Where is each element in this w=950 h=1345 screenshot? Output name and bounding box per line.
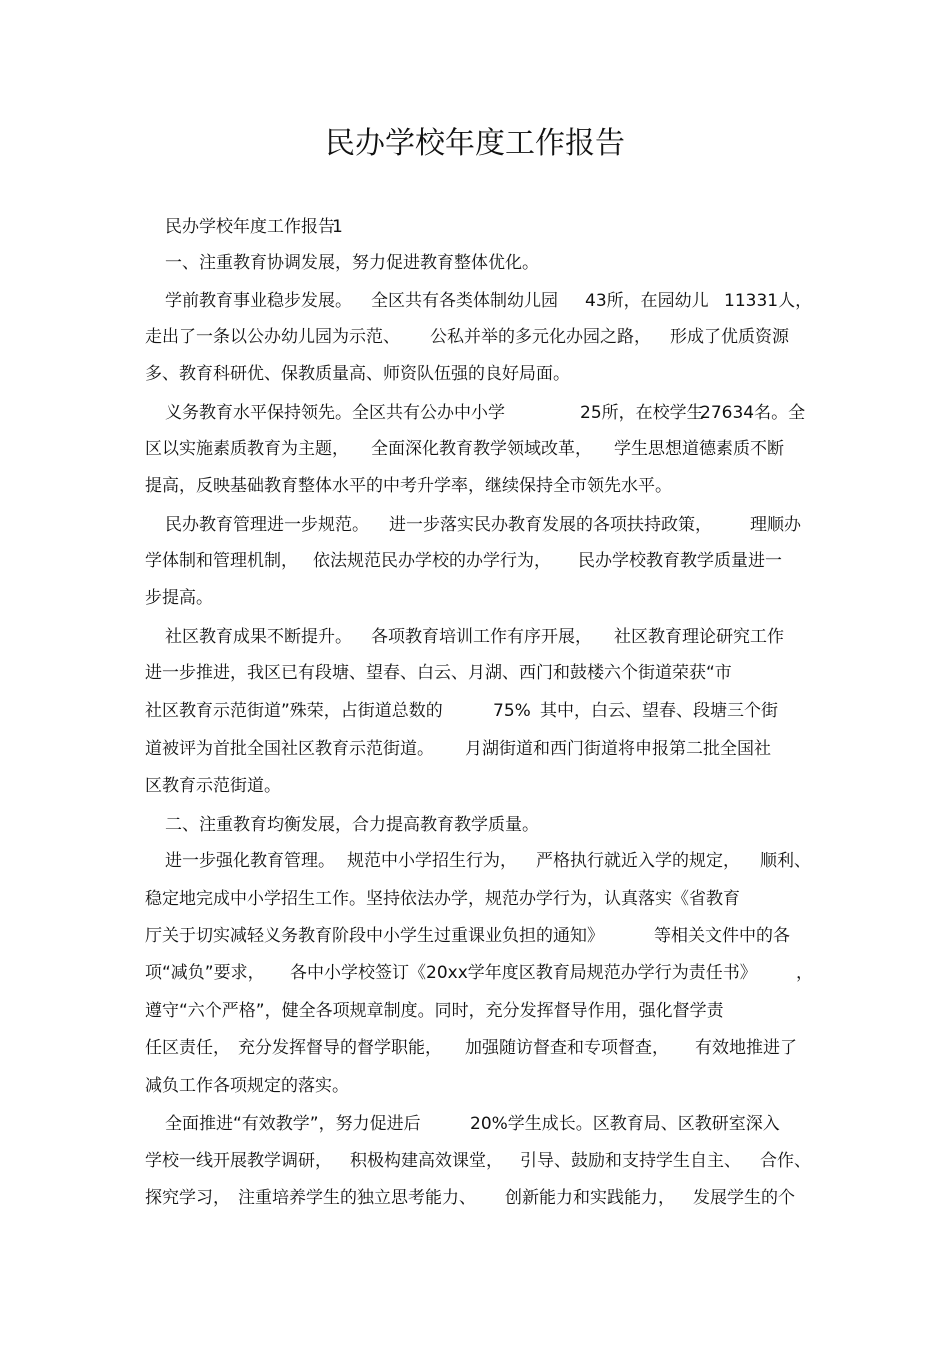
text-segment: 学校一线开展教学调研， [145,1151,332,1171]
text-segment: 社区教育理论研究工作 [614,627,784,647]
text-segment: 进一步落实民办教育发展的各项扶持政策， [389,515,712,535]
text-segment: 二、注重教育均衡发展，合力提高教育教学质量。 [165,815,539,835]
text-line [0,1109,950,1139]
text-segment: 区教育示范街道。 [145,776,281,796]
text-line [0,996,950,1026]
text-segment: 理顺办 [750,515,801,535]
text-line [0,958,950,988]
text-segment: 公私并举的多元化办园之路， [430,327,651,347]
text-segment: 进一步推进，我区已有段塘、望春、白云、月湖、西门和鼓楼六个街道荣获“市 [145,663,732,683]
text-segment: 提高，反映基础教育整体水平的中考升学率，继续保持全市领先水平。 [145,476,672,496]
text-segment: 顺利、 [760,851,811,871]
text-segment: ， [796,963,813,983]
text-segment: 遵守“六个严格”，健全各项规章制度。同时，充分发挥督导作用，强化督学责 [145,1001,724,1021]
text-line [0,286,950,316]
text-line [0,921,950,951]
text-segment: 义务教育水平保持领先。全区共有公办中小学 [165,403,505,423]
text-line [0,1146,950,1176]
text-line [0,212,950,242]
text-segment: 创新能力和实践能力， [505,1188,675,1208]
text-segment: 民办教育管理进一步规范。 [165,515,369,535]
text-segment: 其中，白云、望春、段塘三个街 [540,701,778,721]
text-line [0,359,950,389]
text-segment: 积极构建高效课堂， [350,1151,503,1171]
text-line [0,1071,950,1101]
text-line [0,510,950,540]
text-line [0,434,950,464]
text-line [0,322,950,352]
text-segment: 稳定地完成中小学招生工作。坚持依法办学，规范办学行为，认真落实《省教育 [145,889,740,909]
text-segment: 20%学生成长。区教育局、区教研室深入 [470,1114,780,1134]
text-segment: 依法规范民办学校的办学行为， [313,551,551,571]
text-segment: 多、教育科研优、保教质量高、师资队伍强的良好局面。 [145,364,570,384]
text-segment: 25所，在校学生 [580,403,704,423]
text-segment: 加强随访督查和专项督查， [465,1038,669,1058]
text-line [0,696,950,726]
text-line [0,583,950,613]
text-segment: 项“减负”要求， [145,963,265,983]
text-line [0,622,950,652]
text-line [0,398,950,428]
text-segment: 75% [493,701,531,721]
text-line [0,1183,950,1213]
text-segment: 厅关于切实减轻义务教育阶段中小学生过重课业负担的通知》 [145,926,604,946]
text-segment: 全面深化教育教学领域改革， [371,439,592,459]
text-segment: 注重培养学生的独立思考能力、 [238,1188,476,1208]
text-segment: 发展学生的个 [693,1188,795,1208]
text-segment: 社区教育成果不断提升。 [165,627,352,647]
text-line [0,810,950,840]
text-line [0,546,950,576]
text-segment: 各中小学校签订《20xx学年度区教育局规范办学行为责任书》 [290,963,757,983]
text-segment: 进一步强化教育管理。 [165,851,335,871]
text-line [0,471,950,501]
text-segment: 民办学校年度工作报告 [165,217,335,237]
text-segment: 社区教育示范街道”殊荣，占街道总数的 [145,701,443,721]
text-segment: 严格执行就近入学的规定， [536,851,740,871]
text-segment: 规范中小学招生行为， [347,851,517,871]
text-segment: 充分发挥督导的督学职能， [238,1038,442,1058]
text-segment: 月湖街道和西门街道将申报第二批全国社 [465,739,771,759]
text-segment: 探究学习， [145,1188,230,1208]
document-title: 民办学校年度工作报告 [325,126,625,161]
text-segment: 有效地推进了 [695,1038,797,1058]
text-segment: 各项教育培训工作有序开展， [371,627,592,647]
text-segment: 27634名。全 [700,403,806,423]
text-line [0,658,950,688]
text-segment: 全区共有各类体制幼儿园 [371,291,558,311]
text-line [0,734,950,764]
text-line [0,1033,950,1063]
text-segment: 1 [332,217,343,237]
text-segment: 形成了优质资源 [670,327,789,347]
text-segment: 全面推进“有效教学”，努力促进后 [165,1114,421,1134]
text-line [0,248,950,278]
text-segment: 区以实施素质教育为主题， [145,439,349,459]
text-segment: 道被评为首批全国社区教育示范街道。 [145,739,434,759]
text-segment: 43所，在园幼儿 [585,291,709,311]
text-segment: 学体制和管理机制， [145,551,298,571]
text-line [0,846,950,876]
text-segment: 一、注重教育协调发展，努力促进教育整体优化。 [165,253,539,273]
text-segment: 步提高。 [145,588,213,608]
text-segment: 11331人， [724,291,813,311]
text-segment: 任区责任， [145,1038,230,1058]
text-segment: 等相关文件中的各 [654,926,790,946]
text-segment: 学前教育事业稳步发展。 [165,291,352,311]
text-segment: 民办学校教育教学质量进一 [578,551,782,571]
text-segment: 学生思想道德素质不断 [614,439,784,459]
text-line [0,884,950,914]
text-segment: 合作、 [760,1151,811,1171]
text-segment: 减负工作各项规定的落实。 [145,1076,349,1096]
text-line [0,771,950,801]
text-segment: 引导、鼓励和支持学生自主、 [520,1151,741,1171]
text-segment: 走出了一条以公办幼儿园为示范、 [145,327,400,347]
